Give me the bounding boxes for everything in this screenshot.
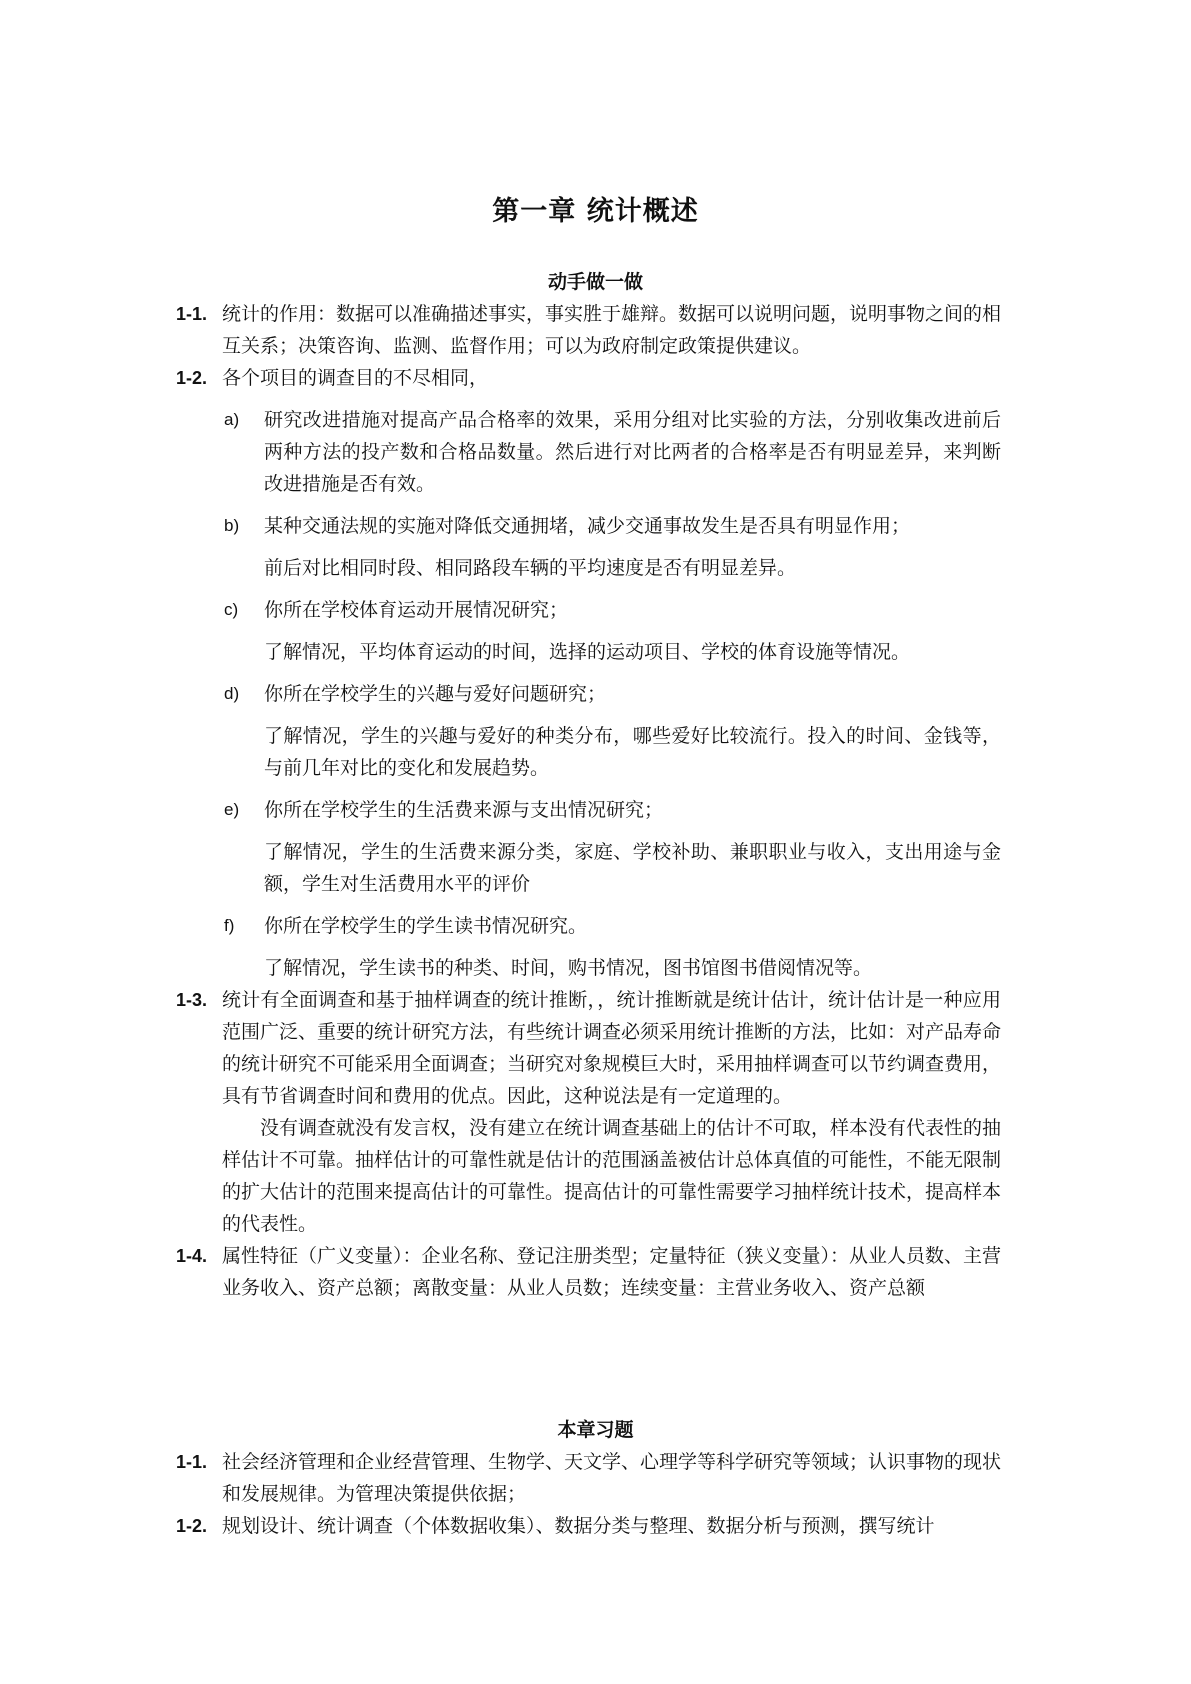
item-paragraph: 统计的作用：数据可以准确描述事实，事实胜于雄辩。数据可以说明问题，说明事物之间的相互关系；决策咨询、监测、监督作用；可以为政府制定政策提供建议。 <box>222 303 1002 357</box>
section-practice <box>0 266 1191 1304</box>
item-paragraph: 统计有全面调查和基于抽样调查的统计推断，，统计推断就是统计估计，统计估计是一种应用范围广泛、重要的统计研究方法，有些统计调查必须采用统计推断的方法，比如：对产品寿命的统计研究不可能采用全面调查；当研究对象规模巨大时，采用抽样调查可以节约调查费用，具有节省调查时间和费用的优点。因此，这种说法是有一定道理的。 <box>222 989 1002 1107</box>
item-paragraph: 属性特征（广义变量）：企业名称、登记注册类型；定量特征（狭义变量）：从业人员数、主营业务收入、资产总额；离散变量：从业人员数；连续变量：主营业务收入、资产总额 <box>222 1245 1002 1299</box>
sub-item-detail: 了解情况，学生的兴趣与爱好的种类分布，哪些爱好比较流行。投入的时间、金钱等，与前几年对比的变化和发展趋势。 <box>264 725 1001 779</box>
sub-item-text: 你所在学校学生的兴趣与爱好问题研究； <box>264 683 607 705</box>
sub-item-b <box>0 510 1191 542</box>
sub-item-label: f) <box>224 916 235 935</box>
item-number: 1-2. <box>176 1516 208 1536</box>
numbered-item <box>0 1240 1191 1304</box>
sub-item-e <box>0 794 1191 826</box>
sub-item-label: d) <box>224 684 240 703</box>
section-heading: 动手做一做 <box>547 271 643 293</box>
sub-item-text: 你所在学校学生的学生读书情况研究。 <box>264 915 588 937</box>
chapter-title: 第一章 统计概述 <box>492 196 699 227</box>
item-paragraph: 规划设计、统计调查（个体数据收集）、数据分类与整理、数据分析与预测，撰写统计 <box>222 1515 935 1537</box>
sub-item-detail: 前后对比相同时段、相同路段车辆的平均速度是否有明显差异。 <box>264 557 797 579</box>
numbered-item <box>0 1510 1191 1542</box>
sub-item-label: b) <box>224 516 240 535</box>
item-number: 1-4. <box>176 1246 208 1266</box>
item-paragraph: 没有调查就没有发言权，没有建立在统计调查基础上的估计不可取，样本没有代表性的抽样估计不可靠。抽样估计的可靠性就是估计的范围涵盖被估计总体真值的可能性，不能无限制的扩大估计的范围来提高估计的可靠性。提高估计的可靠性需要学习抽样统计技术，提高样本的代表性。 <box>222 1117 1002 1235</box>
sub-item-text: 某种交通法规的实施对降低交通拥堵，减少交通事故发生是否具有明显作用； <box>264 515 911 537</box>
sub-item-text: 你所在学校体育运动开展情况研究； <box>264 599 569 621</box>
item-number: 1-3. <box>176 990 208 1010</box>
sub-item-detail: 了解情况，平均体育运动的时间，选择的运动项目、学校的体育设施等情况。 <box>264 641 911 663</box>
numbered-item <box>0 1446 1191 1510</box>
item-number: 1-1. <box>176 304 208 324</box>
numbered-item <box>0 362 1191 394</box>
item-paragraph: 各个项目的调查目的不尽相同， <box>222 367 489 389</box>
item-number: 1-1. <box>176 1452 208 1472</box>
section-heading: 本章习题 <box>557 1419 634 1441</box>
item-number: 1-2. <box>176 368 208 388</box>
numbered-item <box>0 298 1191 362</box>
sub-item-label: a) <box>224 410 240 429</box>
sub-item-detail: 了解情况，学生读书的种类、时间，购书情况，图书馆图书借阅情况等。 <box>264 957 873 979</box>
sub-item-detail: 了解情况，学生的生活费来源分类，家庭、学校补助、兼职职业与收入，支出用途与金额，学生对生活费用水平的评价 <box>264 841 1001 895</box>
sub-item-c <box>0 594 1191 626</box>
section-exercises <box>0 1414 1191 1542</box>
sub-item-text: 研究改进措施对提高产品合格率的效果，采用分组对比实验的方法，分别收集改进前后两种方法的投产数和合格品数量。然后进行对比两者的合格率是否有明显差异，来判断改进措施是否有效。 <box>264 409 1001 495</box>
sub-item-d <box>0 678 1191 710</box>
sub-item-a <box>0 404 1191 500</box>
numbered-item <box>0 984 1191 1240</box>
sub-item-text: 你所在学校学生的生活费来源与支出情况研究； <box>264 799 664 821</box>
sub-item-label: c) <box>224 600 239 619</box>
item-paragraph: 社会经济管理和企业经营管理、生物学、天文学、心理学等科学研究等领域；认识事物的现状和发展规律。为管理决策提供依据； <box>222 1451 1002 1505</box>
sub-item-f <box>0 910 1191 942</box>
sub-item-label: e) <box>224 800 240 819</box>
